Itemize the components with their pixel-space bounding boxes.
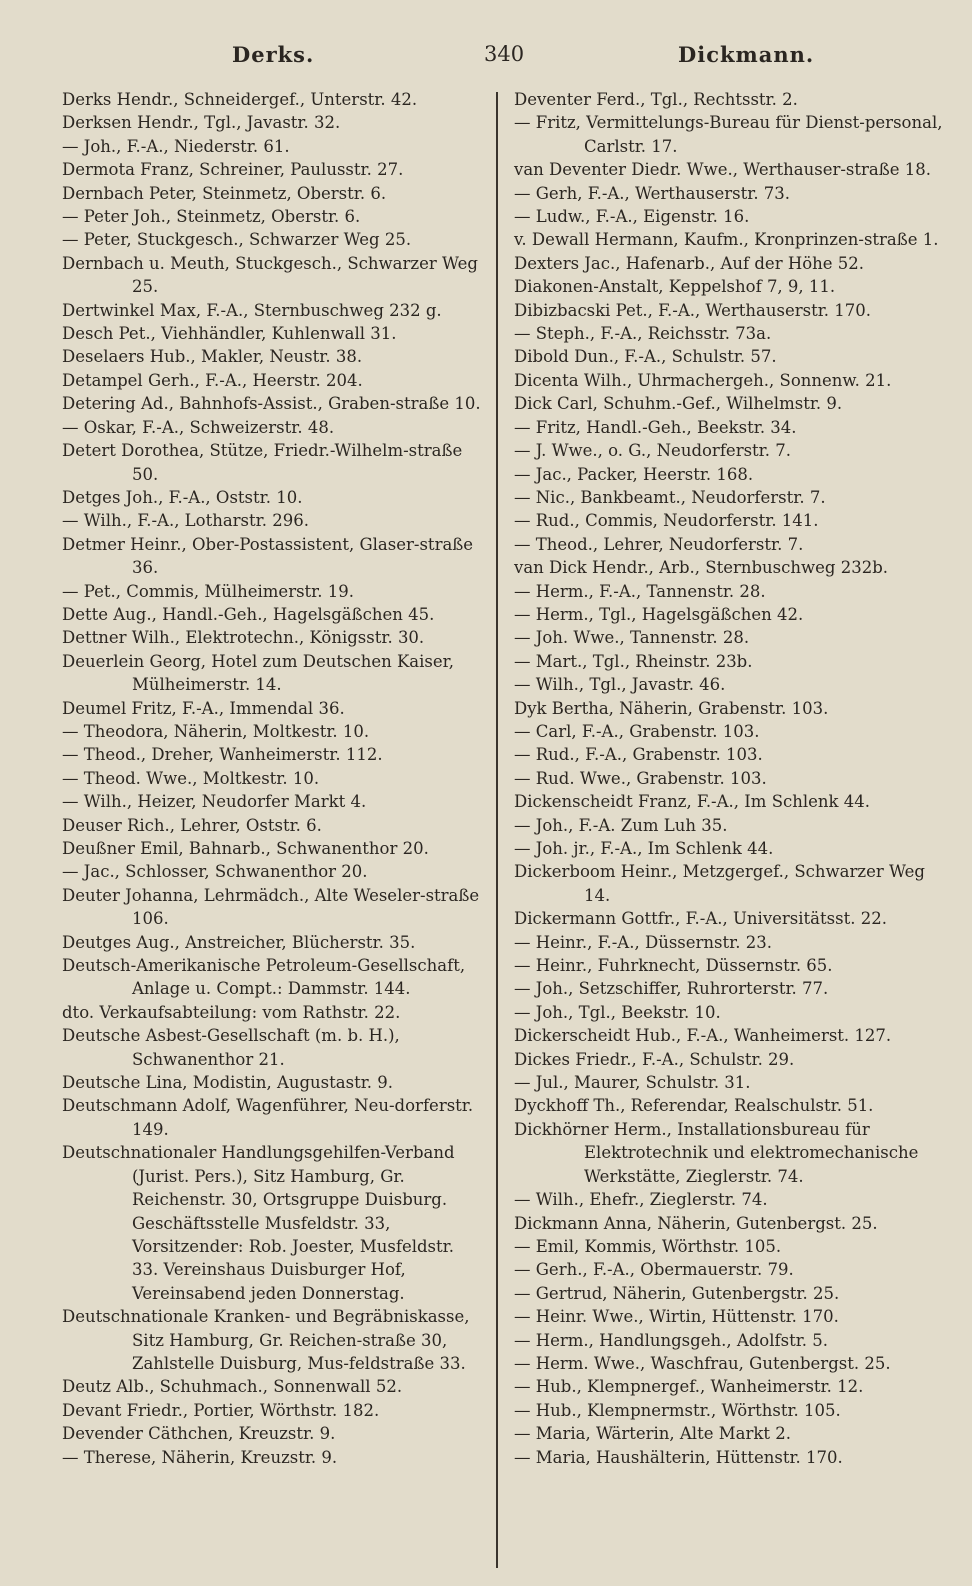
directory-entry: Dermota Franz, Schreiner, Paulusstr. 27.: [62, 160, 404, 180]
directory-entry: — Ludw., F.-A., Eigenstr. 16.: [514, 207, 750, 227]
directory-entry: van Dick Hendr., Arb., Sternbuschweg 232b.: [514, 558, 889, 578]
directory-entry: Dertwinkel Max, F.-A., Sternbuschweg 232 g.: [62, 300, 442, 320]
directory-entry: — Theod., Lehrer, Neudorferstr. 7.: [514, 534, 804, 554]
directory-entry: — Maria, Haushälterin, Hüttenstr. 170.: [514, 1447, 843, 1467]
directory-entry: — Heinr. Wwe., Wirtin, Hüttenstr. 170.: [514, 1307, 839, 1327]
directory-entry: — Wilh., Heizer, Neudorfer Markt 4.: [62, 792, 367, 812]
directory-entry: — Joh., F.-A., Niederstr. 61.: [62, 136, 290, 156]
running-head-left: Derks.: [232, 42, 315, 67]
directory-entry: Dibold Dun., F.-A., Schulstr. 57.: [514, 347, 777, 367]
directory-entry: Devant Friedr., Portier, Wörthstr. 182.: [62, 1400, 380, 1420]
directory-entry: — Herm., Handlungsgeh., Adolfstr. 5.: [514, 1330, 829, 1350]
directory-entry: — Fritz, Vermittelungs-Bureau für Dienst-personal, Carlstr. 17.: [514, 113, 943, 156]
running-head-right: Dickmann.: [678, 42, 815, 67]
directory-entry: Deventer Ferd., Tgl., Rechtsstr. 2.: [514, 90, 798, 109]
directory-entry: Dibizbacski Pet., F.-A., Werthauserstr. 170.: [514, 300, 872, 320]
directory-entry: Detert Dorothea, Stütze, Friedr.-Wilhelm-straße 50.: [62, 441, 463, 484]
directory-entry: Deußner Emil, Bahnarb., Schwanenthor 20.: [62, 839, 429, 858]
directory-entry: Deutz Alb., Schuhmach., Sonnenwall 52.: [62, 1377, 403, 1397]
directory-entry: — Hub., Klempnermstr., Wörthstr. 105.: [514, 1400, 841, 1420]
directory-entry: — Peter Joh., Steinmetz, Oberstr. 6.: [62, 207, 361, 227]
directory-entry: Deutsche Lina, Modistin, Augustastr. 9.: [62, 1073, 394, 1093]
directory-entry: Deutschmann Adolf, Wagenführer, Neu-dorferstr. 149.: [62, 1096, 474, 1139]
directory-entry: Dyk Bertha, Näherin, Grabenstr. 103.: [514, 698, 829, 718]
directory-entry: Derksen Hendr., Tgl., Javastr. 32.: [62, 113, 341, 133]
directory-entry: — Herm., F.-A., Tannenstr. 28.: [514, 581, 766, 601]
directory-entry: Deuser Rich., Lehrer, Oststr. 6.: [62, 815, 322, 835]
directory-entry: — Mart., Tgl., Rheinstr. 23b.: [514, 651, 753, 671]
directory-entry: Dickerboom Heinr., Metzgergef., Schwarzer Weg 14.: [514, 862, 925, 905]
directory-entry: Detmer Heinr., Ober-Postassistent, Glaser-straße 36.: [62, 534, 474, 578]
directory-entry: — Gertrud, Näherin, Gutenbergstr. 25.: [514, 1283, 840, 1303]
directory-entry: Derks Hendr., Schneidergef., Unterstr. 42.: [62, 90, 418, 109]
directory-entry: Desch Pet., Viehhändler, Kuhlenwall 31.: [62, 324, 397, 344]
page-number: 340: [484, 42, 525, 66]
directory-entry: Dickes Friedr., F.-A., Schulstr. 29.: [514, 1049, 795, 1069]
directory-entry: — Therese, Näherin, Kreuzstr. 9.: [62, 1447, 338, 1467]
directory-entry: — Maria, Wärterin, Alte Markt 2.: [514, 1424, 791, 1444]
directory-entry: Dickenscheidt Franz, F.-A., Im Schlenk 44.: [514, 792, 871, 812]
directory-entry: — Heinr., F.-A., Düssernstr. 23.: [514, 932, 772, 952]
directory-entry: Deutschnationaler Handlungsgehilfen-Verband (Jurist. Pers.), Sitz Hamburg, Gr. Reichenstr. 30, Ortsgruppe Duisburg. Geschäftsstelle Musfeldstr. 33, Vorsitzender: Rob. Joester, Musfeldstr. 33. Vereinshaus Duisburger Hof, Vereinsabend jeden Donnerstag.: [62, 1143, 455, 1303]
directory-entry: — Carl, F.-A., Grabenstr. 103.: [514, 721, 760, 741]
directory-entry: Dexters Jac., Hafenarb., Auf der Höhe 52.: [514, 253, 865, 273]
directory-entry: Dernbach u. Meuth, Stuckgesch., Schwarzer Weg 25.: [62, 253, 478, 297]
directory-entry: — Peter, Stuckgesch., Schwarzer Weg 25.: [62, 230, 412, 250]
directory-entry: Deselaers Hub., Makler, Neustr. 38.: [62, 347, 363, 367]
directory-entry: — Joh., Setzschiffer, Ruhrorterstr. 77.: [514, 979, 829, 999]
directory-entry: — Jul., Maurer, Schulstr. 31.: [514, 1073, 751, 1093]
directory-entry: Dickhörner Herm., Installationsbureau für Elektrotechnik und elektromechanische Werkstätte, Zieglerstr. 74.: [514, 1119, 919, 1186]
directory-entry: — Theod., Dreher, Wanheimerstr. 112.: [62, 745, 383, 765]
directory-entry: Deutsche Asbest-Gesellschaft (m. b. H.), Schwanenthor 21.: [62, 1026, 400, 1069]
left-column: [62, 88, 482, 1469]
directory-entry: dto. Verkaufsabteilung: vom Rathstr. 22.: [62, 1002, 401, 1022]
directory-entry: — Wilh., Tgl., Javastr. 46.: [514, 675, 726, 695]
directory-entry: — Joh., Tgl., Beekstr. 10.: [514, 1002, 721, 1022]
directory-entry: Detering Ad., Bahnhofs-Assist., Graben-straße 10.: [62, 394, 481, 414]
directory-entry: Deutschnationale Kranken- und Begräbniskasse, Sitz Hamburg, Gr. Reichen-straße 30, Zahlstelle Duisburg, Mus-feldstraße 33.: [62, 1307, 470, 1373]
directory-entry: — Nic., Bankbeamt., Neudorferstr. 7.: [514, 487, 826, 507]
directory-entry: — J. Wwe., o. G., Neudorferstr. 7.: [514, 441, 791, 461]
directory-entry: Dickerscheidt Hub., F.-A., Wanheimerst. 127.: [514, 1026, 892, 1046]
directory-entry: — Theodora, Näherin, Moltkestr. 10.: [62, 721, 370, 741]
directory-entry: — Herm. Wwe., Waschfrau, Gutenbergst. 25.: [514, 1353, 891, 1373]
directory-entry: — Joh. jr., F.-A., Im Schlenk 44.: [514, 839, 774, 858]
directory-entry: — Pet., Commis, Mülheimerstr. 19.: [62, 581, 354, 601]
directory-entry: van Deventer Diedr. Wwe., Werthauser-straße 18.: [514, 160, 932, 180]
directory-entry: — Jac., Packer, Heerstr. 168.: [514, 464, 754, 484]
directory-entry: Detampel Gerh., F.-A., Heerstr. 204.: [62, 370, 363, 390]
directory-entry: Dette Aug., Handl.-Geh., Hagelsgäßchen 45.: [62, 604, 435, 624]
directory-entry: Deumel Fritz, F.-A., Immendal 36.: [62, 698, 345, 718]
directory-entry: — Herm., Tgl., Hagelsgäßchen 42.: [514, 604, 804, 624]
directory-entry: Dickermann Gottfr., F.-A., Universitätsst. 22.: [514, 909, 887, 929]
directory-entry: Deutsch-Amerikanische Petroleum-Gesellschaft, Anlage u. Compt.: Dammstr. 144.: [62, 956, 466, 999]
directory-entry: Dyckhoff Th., Referendar, Realschulstr. 51.: [514, 1096, 874, 1116]
directory-entry: — Emil, Kommis, Wörthstr. 105.: [514, 1236, 782, 1256]
directory-entry: Dickmann Anna, Näherin, Gutenbergst. 25.: [514, 1213, 878, 1233]
right-column: [514, 88, 944, 1469]
directory-entry: — Wilh., F.-A., Lotharstr. 296.: [62, 511, 309, 531]
directory-entry: — Hub., Klempnergef., Wanheimerstr. 12.: [514, 1377, 864, 1397]
directory-entry: Deuerlein Georg, Hotel zum Deutschen Kaiser, Mülheimerstr. 14.: [62, 651, 454, 695]
directory-entry: — Fritz, Handl.-Geh., Beekstr. 34.: [514, 417, 797, 437]
directory-entry: Deuter Johanna, Lehrmädch., Alte Weseler-straße 106.: [62, 885, 480, 929]
directory-entry: — Joh., F.-A. Zum Luh 35.: [514, 815, 728, 835]
directory-entry: — Theod. Wwe., Moltkestr. 10.: [62, 768, 320, 788]
directory-entry: — Rud. Wwe., Grabenstr. 103.: [514, 768, 767, 788]
directory-entry: — Rud., F.-A., Grabenstr. 103.: [514, 745, 763, 765]
directory-entry: Deutges Aug., Anstreicher, Blücherstr. 35.: [62, 932, 416, 952]
directory-entry: — Heinr., Fuhrknecht, Düssernstr. 65.: [514, 956, 833, 976]
directory-entry: Devender Cäthchen, Kreuzstr. 9.: [62, 1424, 336, 1444]
directory-entry: — Steph., F.-A., Reichsstr. 73a.: [514, 324, 772, 344]
directory-entry: — Gerh, F.-A., Werthauserstr. 73.: [514, 183, 791, 203]
directory-entry: Diakonen-Anstalt, Keppelshof 7, 9, 11.: [514, 277, 836, 297]
column-divider: [496, 92, 498, 1568]
directory-entry: — Rud., Commis, Neudorferstr. 141.: [514, 511, 819, 531]
directory-entry: — Jac., Schlosser, Schwanenthor 20.: [62, 862, 368, 882]
directory-entry: Detges Joh., F.-A., Oststr. 10.: [62, 487, 303, 507]
directory-entry: Dicenta Wilh., Uhrmachergeh., Sonnenw. 21.: [514, 370, 892, 390]
directory-entry: — Oskar, F.-A., Schweizerstr. 48.: [62, 417, 335, 437]
directory-entry: — Wilh., Ehefr., Zieglerstr. 74.: [514, 1190, 768, 1210]
directory-entry: Dick Carl, Schuhm.-Gef., Wilhelmstr. 9.: [514, 394, 843, 414]
directory-entry: v. Dewall Hermann, Kaufm., Kronprinzen-straße 1.: [514, 230, 939, 250]
directory-entry: Dernbach Peter, Steinmetz, Oberstr. 6.: [62, 183, 387, 203]
directory-entry: — Gerh., F.-A., Obermauerstr. 79.: [514, 1260, 794, 1280]
directory-entry: — Joh. Wwe., Tannenstr. 28.: [514, 628, 750, 648]
directory-entry: Dettner Wilh., Elektrotechn., Königsstr. 30.: [62, 628, 425, 648]
